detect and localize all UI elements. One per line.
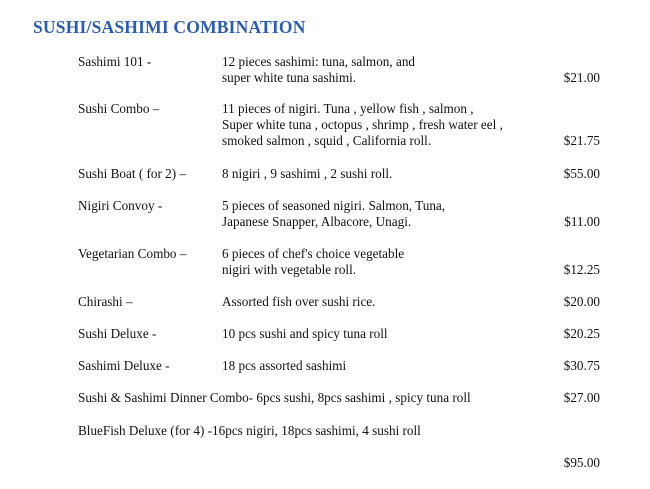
item-name: Sushi Combo – xyxy=(78,101,160,116)
item-name: Vegetarian Combo – xyxy=(78,246,187,261)
item-description: 10 pcs sushi and spicy tuna roll xyxy=(222,326,388,341)
item-price: $30.75 xyxy=(563,358,600,373)
item-description: 12 pieces sashimi: tuna, salmon, and super white tuna sashimi. xyxy=(222,54,416,85)
item-name: Nigiri Convoy - xyxy=(78,198,163,213)
item-text: BlueFish Deluxe (for 4) -16pcs nigiri, 18pcs sashimi, 4 sushi roll xyxy=(78,423,421,438)
item-name: Sushi Boat ( for 2) – xyxy=(78,166,187,181)
item-name: Chirashi – xyxy=(78,294,133,309)
item-description: 5 pieces of seasoned nigiri. Salmon, Tuna, Japanese Snapper, Albacore, Unagi. xyxy=(222,198,446,229)
item-price: $27.00 xyxy=(563,390,600,405)
section-title: SUSHI/SASHIMI COMBINATION xyxy=(33,17,306,37)
item-price: $21.75 xyxy=(563,133,600,148)
item-description: 18 pcs assorted sashimi xyxy=(222,358,347,373)
item-description: 6 pieces of chef's choice vegetable nigiri with vegetable roll. xyxy=(222,246,405,277)
item-price: $21.00 xyxy=(563,70,600,85)
item-description: 11 pieces of nigiri. Tuna , yellow fish , salmon , Super white tuna , octopus , shrimp , fresh water eel , smoked salmon , squid , California roll. xyxy=(222,101,503,148)
item-name: Sushi Deluxe - xyxy=(78,326,157,341)
item-name: Sashimi Deluxe - xyxy=(78,358,170,373)
item-price: $55.00 xyxy=(563,166,600,181)
item-price: $11.00 xyxy=(564,214,600,229)
item-price: $95.00 xyxy=(563,455,600,470)
item-price: $20.25 xyxy=(563,326,600,341)
item-price: $20.00 xyxy=(563,294,600,309)
item-description: Assorted fish over sushi rice. xyxy=(222,294,376,309)
item-name: Sashimi 101 - xyxy=(78,54,152,69)
item-price: $12.25 xyxy=(563,262,600,277)
item-text: Sushi & Sashimi Dinner Combo- 6pcs sushi, 8pcs sashimi , spicy tuna roll xyxy=(78,390,471,405)
item-description: 8 nigiri , 9 sashimi , 2 sushi roll. xyxy=(222,166,393,181)
